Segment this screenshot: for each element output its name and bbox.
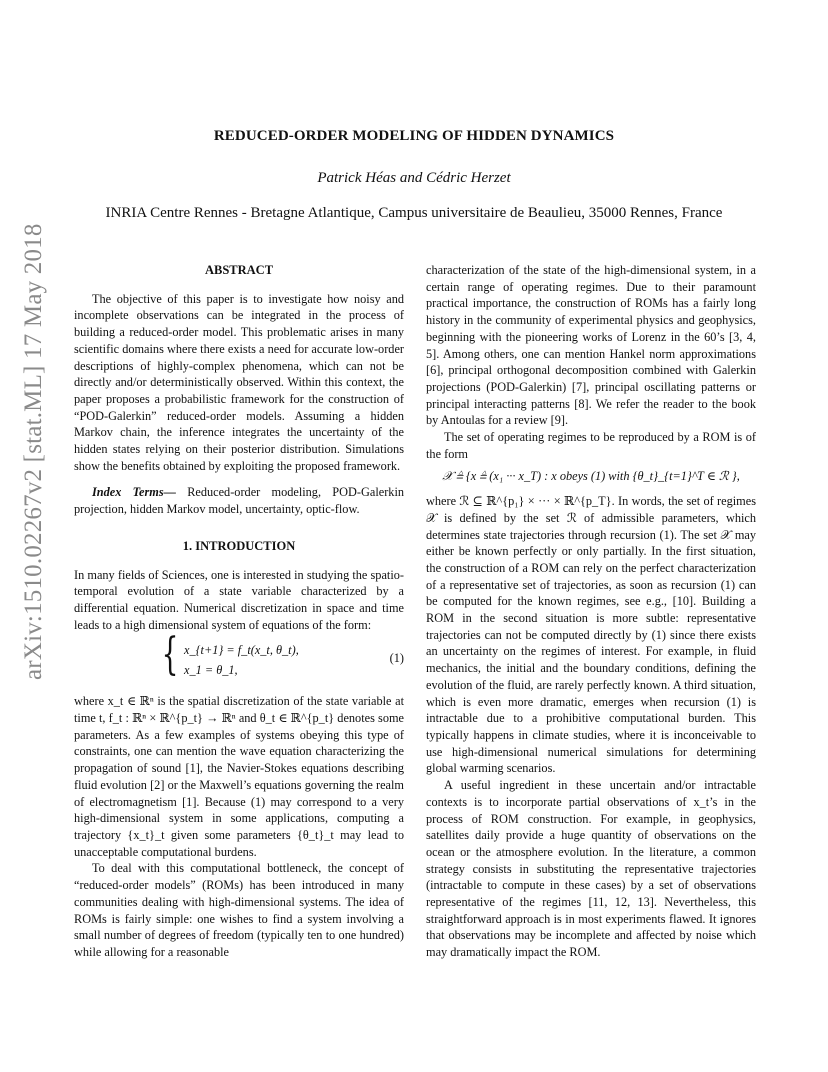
equation-1: [74, 629, 404, 685]
left-column: [74, 262, 404, 961]
intro-paragraph-1: In many fields of Sciences, one is interested in studying the spatio-temporal evolution of a state variable characterized by a differential equation. Numerical discretization in space and time leads to a high dimensional system of equations of the form:: [74, 567, 404, 632]
index-terms-text: Reduced-order modeling, POD-Galerkin projection, hidden Markov model, uncertainty, optic-flow.: [74, 485, 405, 517]
right-paragraph-1: characterization of the state of the high-dimensional system, in a certain range of operating regimes. Due to their paramount practical importance, the construction of ROMs has a fairly long history in the community of experimental physics and geophysics, beginning with the pioneering works of Lorenz in the 60’s [3, 4, 5]. Among others, one can mention Hankel norm approximations [6], principal orthogonal decomposition combined with Galerkin projections (POD-Galerkin) [7], principal oscillating patterns or principal interacting patterns [8]. We refer the reader to the book by Antoulas for a review [9].: [426, 263, 756, 428]
abstract-heading: ABSTRACT: [204, 263, 274, 277]
paper-authors: Patrick Héas and Cédric Herzet: [317, 170, 511, 186]
paper-title: REDUCED-ORDER MODELING OF HIDDEN DYNAMICS: [213, 128, 615, 144]
right-paragraph-4: A useful ingredient in these uncertain and/or intractable contexts is to incorporate partial observations of x_t’s in the process of ROM construction. For example, in geophysics, satellites daily provide a huge quantity of observations on the ocean or the atmosphere evolution. In the literature, a common strategy consists in substituting the representative trajectories (intractable to compute in these cases) by a set of observations representative of the regimes [11, 12, 13]. Nevertheless, this straightforward approach is in most experiments flawed. It ignores that observations may be incomplete and affected by noise which may dramatically impact the ROM.: [426, 778, 756, 960]
equation-1-line-2: x_1 = θ_1,: [184, 663, 238, 678]
equation-1-line-1: x_{t+1} = f_t(x_t, θ_t),: [184, 643, 299, 658]
index-terms-label: Index Terms—: [92, 485, 176, 500]
equation-1-number: (1): [389, 651, 404, 666]
right-paragraph-2: The set of operating regimes to be reproduced by a ROM is of the form: [426, 430, 756, 461]
index-terms: [74, 484, 404, 517]
intro-paragraph-2: where x_t ∈ ℝⁿ is the spatial discretization of the state variable at time t, f_t : ℝⁿ × ℝ^{p_t} → ℝⁿ and θ_t ∈ ℝ^{p_t} denotes some parameters. As a few examples of systems obeying this type of constraints, one can mention the wave equation characterizing the propagation of sound [1], the Navier-Stokes equations describing fluid evolution [2] or the Maxwell’s equations governing the realm of electromagnetism [1]. Because (1) may correspond to a very high-dimensional system in some applications, computing a trajectory {x_t}_t given some parameters {θ_t}_t may lead to unacceptable computational burdens.: [74, 694, 404, 859]
equation-2: 𝒳 ≜ {x ≜ (x₁ ··· x_T) : x obeys (1) with {θ_t}_{t=1}^T ∈ ℛ },: [442, 469, 740, 484]
equation-1-lines: [184, 640, 299, 680]
right-column: [426, 262, 756, 961]
equation-brace: {: [161, 629, 179, 681]
arxiv-identifier-stamp: arXiv:1510.02267v2 [stat.ML] 17 May 2018: [20, 223, 47, 680]
paper-affiliation: INRIA Centre Rennes - Bretagne Atlantique, Campus universitaire de Beaulieu, 35000 Rennes, France: [105, 205, 723, 221]
intro-heading: 1. INTRODUCTION: [182, 538, 296, 553]
abstract-text: The objective of this paper is to investigate how noisy and incomplete observations can be integrated in the process of building a reduced-order model. This problematic arises in many scientific domains where there exists a need for accurate low-order descriptions of highly-complex phenomena, which can not be directly and/or deterministically observed. Within this context, the paper proposes a probabilistic framework for the construction of “POD-Galerkin” reduced-order models. Assuming a hidden Markov chain, the inference integrates the uncertainty of the hidden states relying on their posterior distribution. Simulations show the benefits obtained by exploiting the proposed framework.: [74, 291, 404, 473]
right-paragraph-3: where ℛ ⊆ ℝ^{p₁} × ··· × ℝ^{p_T}. In words, the set of regimes 𝒳 is defined by the set ℛ of admissible parameters, which determines state trajectories through recursion (1). The set 𝒳 may either be known perfectly or only partially. In the first situation, the construction of a ROM can rely on the perfect characterization of a representative set of trajectories, as soon as recursion (1) can be computed for the known regimes, see e.g., [10]. Building a ROM in the second situation is more subtle: representative trajectories can not be computed directly by (1) since there exists an uncertainty on the regimes of interest. For example, in fluid mechanics, the initial and the boundary conditions, defining the evolution of the fluid, are rarely perfectly known. A third situation, which is even more dramatic, emerges when recursion (1) is intractable due to a prohibitive computational burden. This typically happens in climate studies, where it is inconceivable to use high-dimensional numerical simulations for determining global warming scenarios.: [426, 494, 756, 776]
intro-paragraph-3: To deal with this computational bottleneck, the concept of “reduced-order models” (ROMs) has been introduced in many communities dealing with high-dimensional systems. The idea of ROMs is fairly simple: one wishes to find a system involving a small number of degrees of freedom (typically ten to one hundred) while allowing for a reasonable: [74, 861, 404, 959]
